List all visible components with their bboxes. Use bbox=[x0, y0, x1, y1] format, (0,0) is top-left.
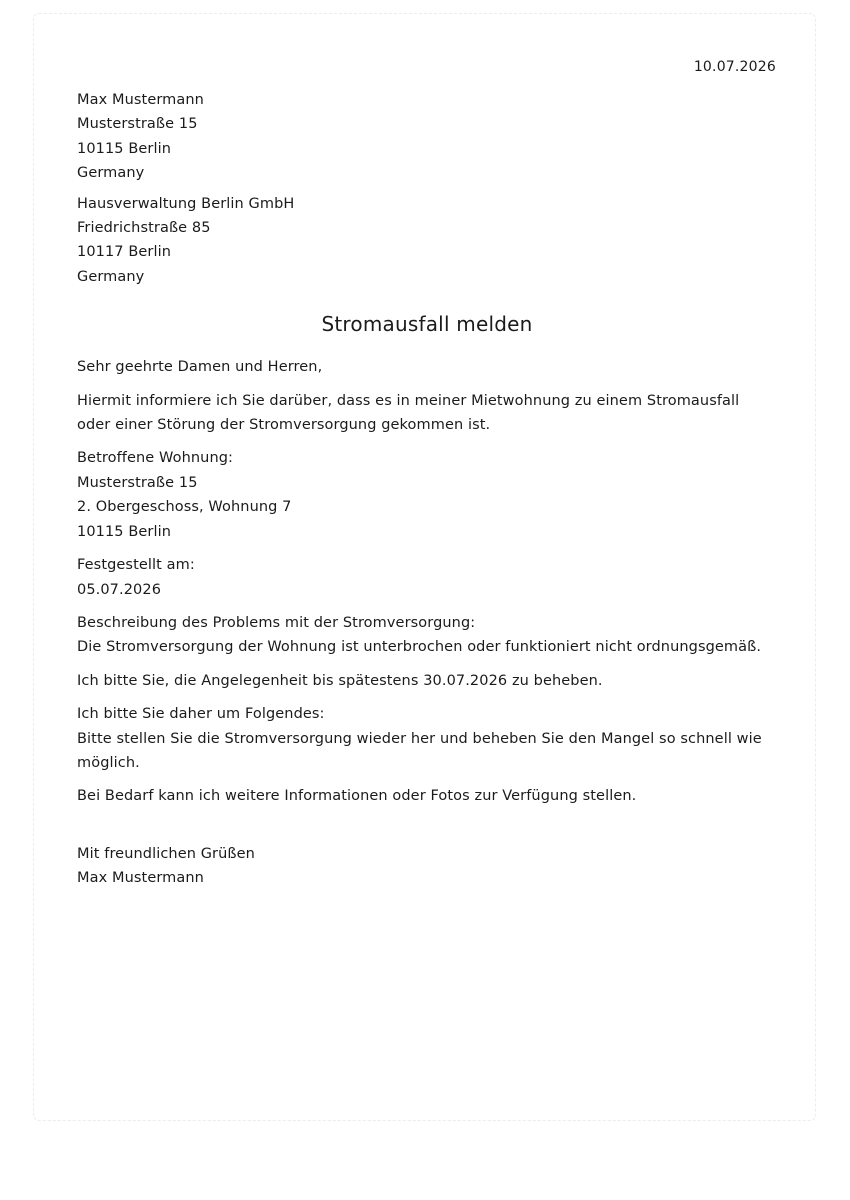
apartment-city: 10115 Berlin bbox=[77, 523, 172, 540]
recipient-street: Friedrichstraße 85 bbox=[77, 220, 211, 237]
letter-subject: Stromausfall melden bbox=[321, 312, 533, 337]
problem-section bbox=[77, 611, 777, 660]
apartment-floor: 2. Obergeschoss, Wohnung 7 bbox=[77, 499, 292, 516]
sender-address bbox=[77, 88, 777, 186]
offer-paragraph: Bei Bedarf kann ich weitere Informationen oder Fotos zur Verfügung stellen. bbox=[77, 788, 637, 805]
request-label: Ich bitte Sie daher um Folgendes: bbox=[77, 706, 325, 723]
sender-street: Musterstraße 15 bbox=[77, 116, 198, 133]
problem-label: Beschreibung des Problems mit der Stromversorgung: bbox=[77, 614, 476, 631]
recipient-city: 10117 Berlin bbox=[77, 244, 172, 261]
affected-apartment bbox=[77, 446, 777, 544]
recipient-name: Hausverwaltung Berlin GmbH bbox=[77, 195, 295, 212]
salutation: Sehr geehrte Damen und Herren, bbox=[77, 359, 323, 376]
problem-text: Die Stromversorgung der Wohnung ist unterbrochen oder funktioniert nicht ordnungsgemäß. bbox=[77, 639, 762, 656]
closing-section bbox=[77, 842, 777, 891]
sender-city: 10115 Berlin bbox=[77, 140, 172, 157]
intro-paragraph: Hiermit informiere ich Sie darüber, dass es in meiner Mietwohnung zu einem Stromausfall oder einer Störung der Stromversorgung gekommen ist. bbox=[77, 392, 740, 434]
detected-label: Festgestellt am: bbox=[77, 557, 195, 574]
request-section bbox=[77, 702, 777, 775]
sender-name: Max Mustermann bbox=[77, 92, 204, 108]
recipient-country: Germany bbox=[77, 268, 145, 285]
sender-country: Germany bbox=[77, 165, 145, 182]
recipient-address bbox=[77, 192, 777, 290]
request-text: Bitte stellen Sie die Stromversorgung wieder her und beheben Sie den Mangel so schnell wie möglich. bbox=[77, 730, 762, 771]
apartment-label: Betroffene Wohnung: bbox=[77, 450, 234, 467]
letter-content bbox=[77, 88, 777, 900]
detected-date: 05.07.2026 bbox=[77, 581, 162, 598]
deadline-paragraph: Ich bitte Sie, die Angelegenheit bis spätestens 30.07.2026 zu beheben. bbox=[77, 672, 603, 689]
letter-date: 10.07.2026 bbox=[693, 59, 776, 75]
apartment-street: Musterstraße 15 bbox=[77, 474, 198, 491]
closing-phrase: Mit freundlichen Grüßen bbox=[77, 845, 255, 862]
signature-name: Max Mustermann bbox=[77, 870, 204, 887]
detected-date-section bbox=[77, 553, 777, 602]
